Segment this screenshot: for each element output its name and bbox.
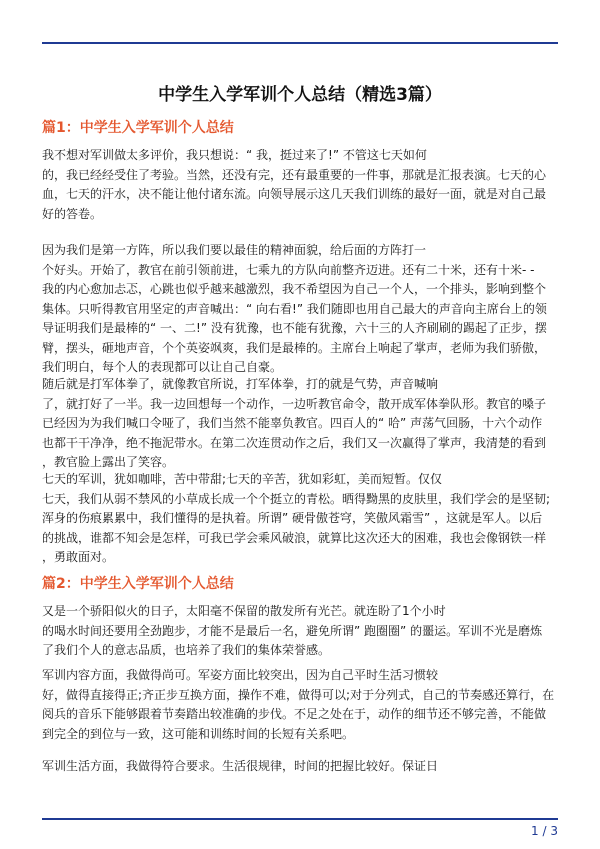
paragraph-2: 因为我们是第一方阵，所以我们要以最佳的精神面貌，给后面的方阵打一 个好头。开始了，教官在前引领前进，七乘九的方队向前整齐迈进。还有二十米，还有十米- - 我的内心愈加忐忑，心跳也似乎越来越激烈，我不希望因为自己一个人，一个排头，影响到整个 集体。只听得教官用坚定的声音喊出：“ 向右看!” 我们随即也用自己最大的声音向主席台上的领 导证明我们是最棒的“ 一、二!” 没有犹豫，也不能有犹豫，六十三的人齐刷刷的踢起了正步，摆 臂，摆头，砸地声音，个个英姿飒爽，我们是最棒的。主席台上响起了掌声，老师为我们骄傲， 我们明白，每个人的表现都可以让自己自豪。: [42, 243, 547, 374]
paragraph-3: 随后就是打军体拳了，就像教官所说，打军体拳，打的就是气势，声音喊响 了，就打好了一半。我一边回想每一个动作，一边听教官命令，散开成军体拳队形。教官的嗓子 已经因为为我们喊口令哑了，我们当然不能辜负教官。四百人的“ 哈” 声荡气回肠，十六个动作 也都干干净净，绝不拖泥带水。在第二次连贯动作之后，我们又一次赢得了掌声，我清楚的看到 ，教官脸上露出了笑容。: [42, 377, 547, 469]
paragraph-7: 军训生活方面，我做得符合要求。生活很规律，时间的把握比较好。保证日: [42, 759, 439, 773]
paragraph-1: 我不想对军训做太多评价，我只想说：“ 我，挺过来了!” 不管这七天如何 的，我已经经受住了考验。当然，还没有完，还有最重要的一件事，那就是汇报表演。七天的心 血，七天的汗水，决不能让他付诸东流。向领导展示这几天我们训练的最好一面，就是对自己最 好的答卷。: [42, 148, 547, 221]
document-title: 中学生入学军训个人总结（精选3篇）: [158, 85, 442, 105]
section-heading-1: 篇1：中学生入学军训个人总结: [42, 120, 234, 136]
top-rule: [42, 42, 558, 44]
paragraph-6: 军训内容方面，我做得尚可。军姿方面比较突出，因为自己平时生活习惯较 好，做得直接得正;齐正步互换方面，操作不难，做得可以;对于分列式，自己的节奏感还算行，在 阅兵的音乐下能够跟着节奏踏出较准确的步伐。不足之处在于，动作的细节还不够完善，不能做 到完全的到位与一致，这可能和训练时间的长短有关系吧。: [42, 668, 555, 741]
page-number: 1 / 3: [531, 824, 558, 838]
paragraph-4: 七天的军训，犹如咖啡，苦中带甜;七天的辛苦，犹如彩虹，美而短暂。仅仅 七天，我们从弱不禁风的小草成长成一个个挺立的青松。晒得黝黑的皮肤里，我们学会的是坚韧; 浑身的伤痕累累中，我们懂得的是执着。所谓” 硬骨傲苍穹，笑傲风霜雪” ，这就是军人。以后 的挑战，谁都不知会是怎样，可我已学会乘风破浪，就算比这次还大的困难，我也会像钢铁一样 ，勇敢面对。: [42, 472, 551, 564]
paragraph-5: 又是一个骄阳似火的日子，太阳毫不保留的散发所有光芒。就连盼了1个小时 的喝水时间还要用全劲跑步，才能不是最后一名，避免所谓” 跑圈圈” 的噩运。军训不光是磨炼 了我们个人的意志品质，也培养了我们的集体荣誉感。: [42, 604, 543, 657]
bottom-rule: [42, 818, 558, 820]
section-heading-2: 篇2：中学生入学军训个人总结: [42, 576, 234, 592]
